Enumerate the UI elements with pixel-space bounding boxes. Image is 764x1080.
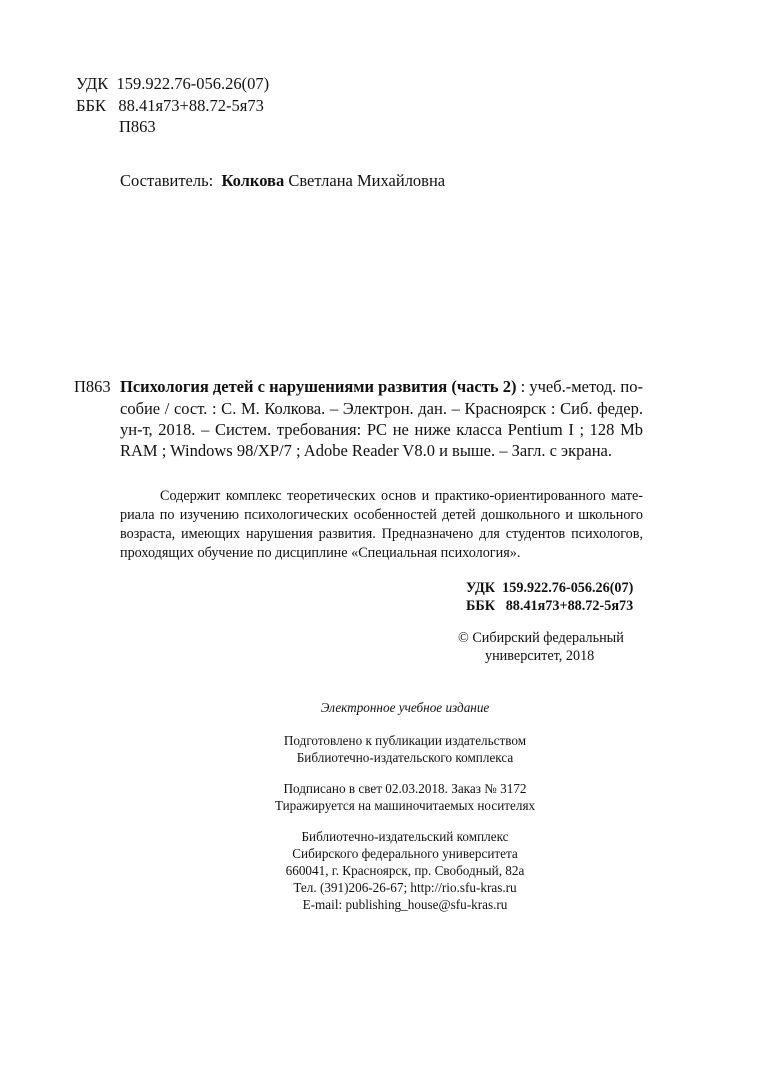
prepared-line-2: Библиотечно-издательского комплекса [296, 750, 514, 765]
media-line: Тиражируется на машиночитаемых носителях [274, 798, 536, 813]
publisher-line-1: Библиотечно-издательский комплекс [301, 829, 509, 844]
copyright-line-1: © Сибирский федеральный [458, 630, 624, 646]
prepared-line-1: Подготовлено к публикации издательством [283, 733, 527, 748]
bib-line-2: собие / сост. : С. М. Колкова. – Электрон. дан. – Красноярск : Сиб. федер. [120, 399, 643, 418]
bbk-right-label: ББК [466, 598, 496, 614]
bbk-line [76, 96, 264, 116]
signed-line: Подписано в свет 02.03.2018. Заказ № 3172 [283, 781, 527, 796]
bbk-label: ББК [76, 96, 106, 115]
bib-line-1-tail: : учеб.-метод. по- [520, 377, 643, 396]
email-line: E-mail: publishing_house@sfu-kras.ru [302, 897, 508, 912]
udk-right-line [466, 580, 633, 597]
bbk-right-value: 88.41я73+88.72-5я73 [505, 598, 634, 614]
annotation-line-1: Содержит комплекс теоретических основ и практико-ориентированного мате- [160, 488, 643, 504]
copyright-line-2: университет, 2018 [485, 648, 595, 664]
author-mark: П863 [119, 117, 156, 136]
compiler-surname: Колкова [221, 171, 285, 190]
edition-type: Электронное учебное издание [320, 700, 490, 715]
udk-line [76, 74, 269, 94]
bib-line-3: ун-т, 2018. – Систем. требования: PC не ниже класса Pentium I ; 128 Mb [120, 420, 643, 439]
publisher-line-2: Сибирского федерального университета [292, 846, 518, 861]
udk-right-label: УДК [466, 580, 496, 596]
book-title: Психология детей с нарушениями развития (часть 2) [120, 377, 517, 396]
bbk-value: 88.41я73+88.72-5я73 [118, 96, 264, 115]
annotation-line-4: проходящих обучение по дисциплине «Специальная психология». [120, 545, 521, 561]
udk-right-value: 159.922.76-056.26(07) [502, 580, 634, 596]
phone-line: Тел. (391)206-26-67; http://rio.sfu-kras.ru [293, 880, 517, 895]
address-line: 660041, г. Красноярск, пр. Свободный, 82а [285, 863, 525, 878]
bib-line-4: RAM ; Windows 98/XP/7 ; Adobe Reader V8.0 и выше. – Загл. с экрана. [120, 441, 612, 460]
bbk-right-line [466, 598, 633, 615]
compiler-name: Светлана Михайловна [288, 171, 446, 190]
udk-label: УДК [76, 74, 109, 93]
compiler-line [120, 171, 445, 191]
bib-code: П863 [74, 377, 111, 396]
annotation-line-3: возраста, имеющих нарушения развития. Предназначено для студентов психологов, [120, 526, 643, 542]
compiler-label: Составитель: [120, 171, 214, 190]
bib-line-1 [120, 377, 643, 397]
udk-value: 159.922.76-056.26(07) [116, 74, 270, 93]
annotation-line-2: риала по изучению психологических особенностей детей дошкольного и школьного [120, 507, 643, 523]
